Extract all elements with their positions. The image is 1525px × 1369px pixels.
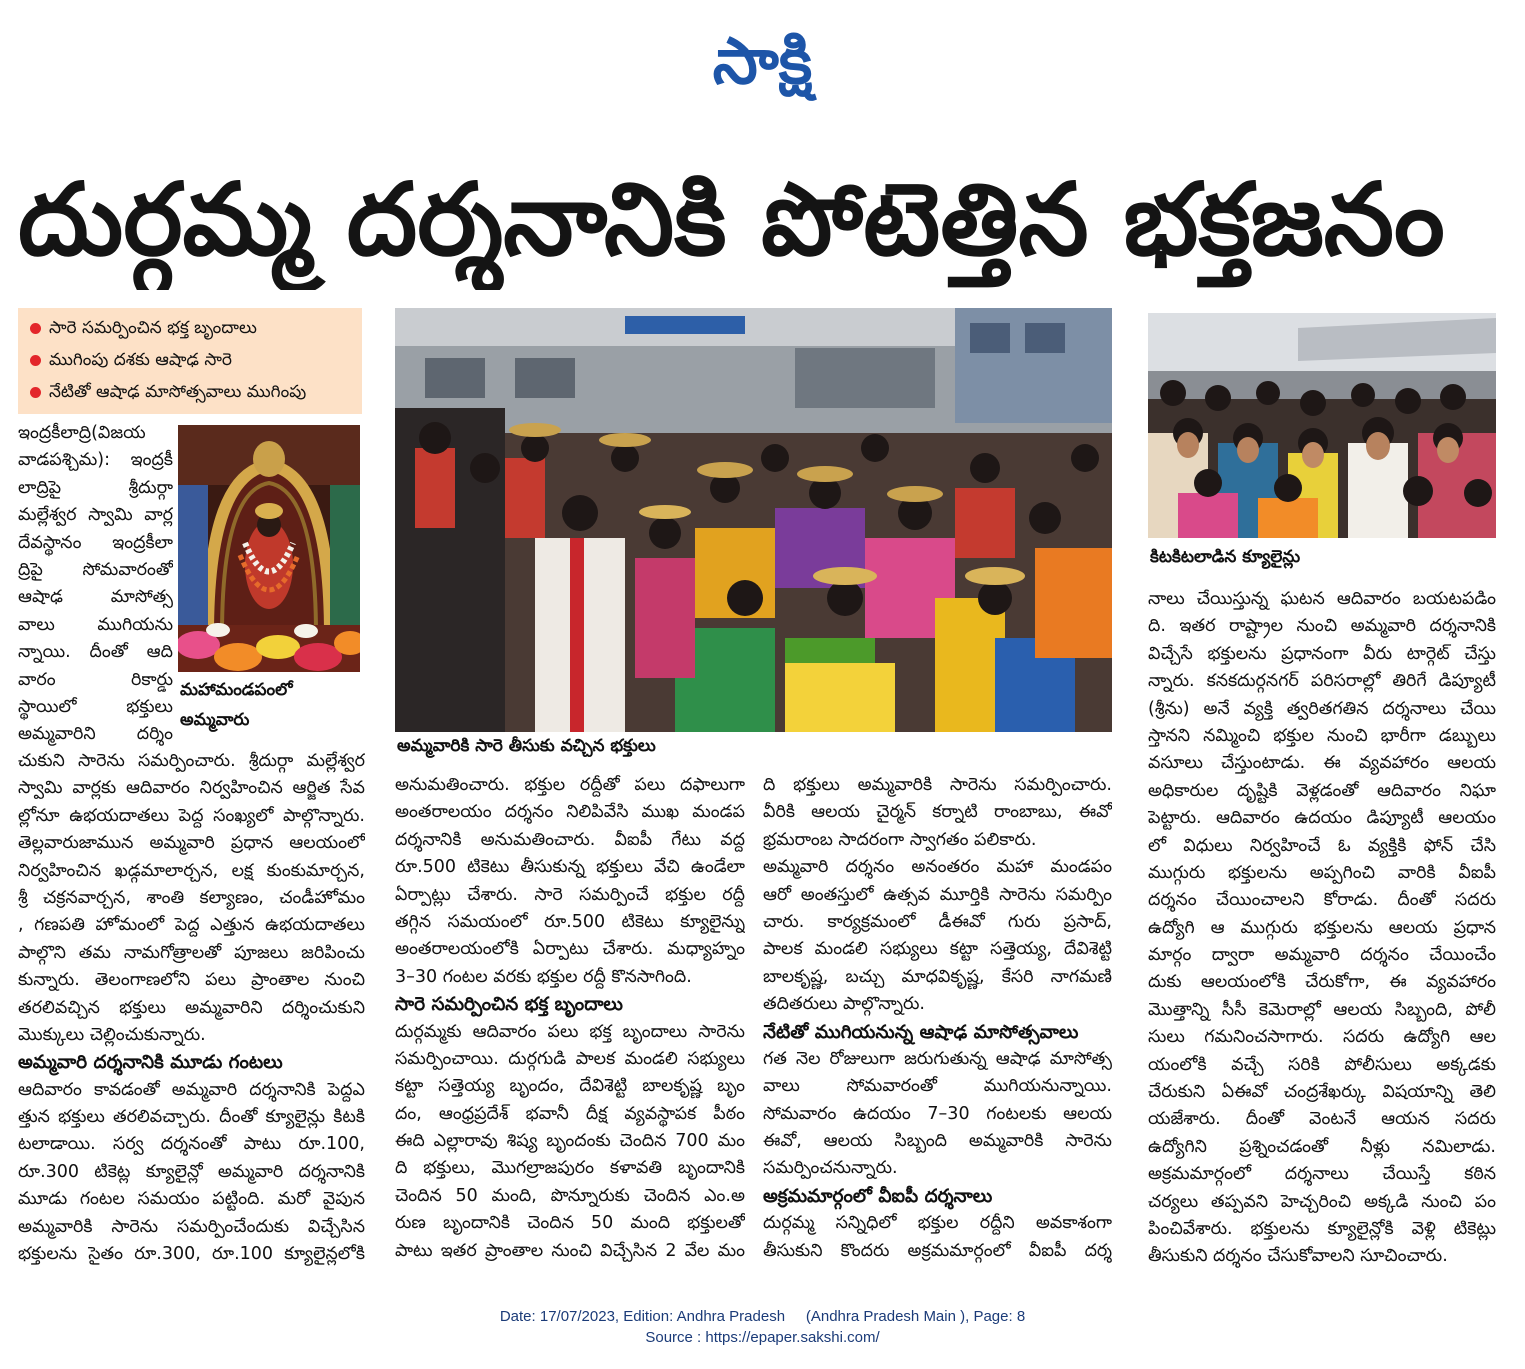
article-column-1-side [18,420,173,749]
article-text-line: ఇంద్రకీలాద్రి(విజయ [18,423,146,443]
article-text-line: టలాడాయి. సర్వ దర్శనంతో పాటు రూ.100, [18,1134,365,1155]
queue-line-photo [1148,313,1496,538]
article-text-line: చేరుకుని ఏఈవో చంద్రశేఖర్కు విషయాన్ని తెలి [1148,1082,1496,1103]
article-text-line: స్థాయిలో భక్తులు [18,696,173,717]
article-text-line: లాద్రిపై శ్రీదుర్గా [18,477,173,498]
article-text-line: చర్యలు తప్పవని హెచ్చరించి అక్కడి నుంచి పం [1148,1191,1496,1212]
subheading: సారె సమర్పించిన భక్త బృందాలు [395,994,623,1016]
article-text-line: వారం రికార్డు [18,669,173,690]
article-text-line: తీసుకుని దర్శనం చేసుకోవాలని సూచించారు. [1148,1246,1448,1267]
article-text-line: సులు గమనించసాగారు. సదరు ఉద్యోగి ఆల [1148,1027,1496,1048]
article-text-line: అమ్మవారికి సారెను సమర్పించేందుకు విచ్చేసిన [18,1216,365,1237]
article-text-line: సోమవారం ఉదయం 7–30 గంటలకు ఆలయ [763,1103,1112,1124]
article-paragraph [395,1019,745,1266]
article-text-line: భక్తులను సైతం రూ.300, రూ.100 క్యూలైన్లలోకి [18,1244,365,1265]
article-text-line: దం, ఆంధ్రప్రదేశ్ భవానీ దీక్ష వ్యవస్థాపక పీఠం [395,1103,745,1124]
headline: దుర్గమ్మ దర్శనానికి పోటెత్తిన భక్తజనం [18,161,1445,278]
article-text-line: తెల్లవారుజామున అమ్మవారి ప్రధాన ఆలయంలో [18,833,365,854]
article-text-line: విచ్చేసే భక్తులను ప్రధానంగా వీరు టార్గెట్ చేస్తు [1148,643,1496,664]
article-text-line: చుకుని సారెను సమర్పించారు. శ్రీదుర్గా మల్లేశ్వర [18,751,365,771]
deity-photo-caption-line: అమ్మవారు [180,710,250,730]
highlight-text: సారె సమర్పించిన భక్త బృందాలు [49,318,257,338]
article-paragraph [763,1046,1112,1183]
article-paragraph [763,1210,1112,1265]
article-column-2 [395,772,745,1265]
article-text-line: అధికారుల దృష్టికి వెళ్లడంతో ఆదివారం నిఘా [1148,780,1496,801]
article-text-line: న్నాయి. దీంతో ఆది [18,642,173,663]
article-text-line: దుర్గమ్మ సన్నిధిలో భక్తుల రద్దీని అవకాశంగా [763,1213,1112,1234]
devotees-crowd-photo [395,308,1112,732]
article-text-line: తదితరులు పాల్గొన్నారు. [763,994,925,1015]
red-bullet-icon [30,387,41,398]
article-paragraph [18,1077,365,1269]
article-text-line: కున్నారు. తెలంగాణలోని పలు ప్రాంతాల నుంచి [18,970,365,991]
article-text-line: పాల్గొని తమ నామగోత్రాలతో పూజలు జరిపించు [18,942,365,963]
article-paragraph [395,772,745,991]
article-text-line: రూ.500 టికెటు తీసుకున్న భక్తులు వేచి ఉండేలా [395,857,745,878]
article-paragraph [763,854,1112,1018]
article-text-line: ఆదివారం కావడంతో అమ్మవారి దర్శనానికి పెద్దఎ [18,1079,365,1100]
article-text-line: ది భక్తులు, మొగల్రాజపురం కళావతి బృందానికి [395,1158,745,1179]
subheading: అమ్మవారి దర్శనానికి మూడు గంటలు [18,1052,283,1074]
article-paragraph [1148,586,1496,1271]
article-text-line: బాలకృష్ణ, బచ్చు మాధవికృష్ణ, కేసరి నాగమణి [763,966,1112,987]
article-text-line: స్వామి వార్లకు ఆదివారం నిర్వహించిన ఆర్జిత సేవ [18,778,365,799]
highlight-item [30,344,362,376]
article-text-line: దర్శనం చేయించాలని కోరాడు. దీంతో సదరు [1148,890,1496,911]
article-column-3 [763,772,1112,1265]
article-text-line: తీసుకుని కొందరు అక్రమమార్గంలో వీఐపీ దర్శ [763,1240,1112,1261]
article-text-line: దేవస్థానం ఇంద్రకీలా [18,532,173,553]
subheading: అక్రమమార్గంలో వీఐపీ దర్శనాలు [763,1185,993,1207]
article-text-line: అంతరాలయం దర్శనం నిలిపివేసి ముఖ మండప [395,802,745,823]
article-text-line: ఏర్పాట్లు చేశారు. సారె సమర్పించే భక్తుల రద్దీ [395,884,745,905]
highlights-box [18,308,362,414]
subheading: నేటితో ముగియనున్న ఆషాఢ మాసోత్సవాలు [763,1021,1079,1043]
article-text-line: మొత్తాన్ని సీసీ కెమెరాల్లో ఆలయ సిబ్బంది, పోలీ [1148,999,1496,1020]
article-text-line: త్తున భక్తులు తరలివచ్చారు. దీంతో క్యూలైన్లు కిటకి [18,1107,365,1128]
article-text-line: మూడు గంటల సమయం పట్టింది. మరో వైపున [18,1189,365,1210]
article-text-line: స్తానని నమ్మించి భక్తుల నుంచి భారీగా డబ్బులు [1148,725,1496,746]
article-text-line: ఉద్యోగిని ప్రశ్నించడంతో నీళ్లు నమిలాడు. [1148,1136,1496,1157]
article-text-line: , గణపతి హోమంలో పెద్ద ఎత్తున ఉభయదాతలు [18,915,365,936]
article-text-line: ఆరో అంతస్తులో ఉత్సవ మూర్తికి సారెను సమర్పిం [763,884,1112,905]
article-text-line: ల్లోనూ ఉభయదాతలు పెద్ద సంఖ్యలో పాల్గొన్నారు. [18,805,365,826]
article-text-line: చారు. కార్యక్రమంలో డీఈవో గురు ప్రసాద్, [763,911,1112,932]
article-text-line: రూ.300 టికెట్ల క్యూలైన్లో అమ్మవారి దర్శనానికి [18,1161,365,1182]
article-text-line: వాడపశ్చిమ): ఇంద్రకీ [18,450,173,471]
article-text-line: ఉద్యోగి ఆ ముగ్గురు భక్తులను ఆలయ ప్రధాన [1148,917,1496,938]
article-text-line: చెందిన 50 మంది, పొన్నూరుకు చెందిన ఎం.అ [395,1185,745,1206]
article-text-line: ఈది ఎల్లారావు శిష్య బృందంకు చెందిన 700 మం [395,1131,745,1152]
article-column-4 [1148,586,1496,1271]
article-text-line: అంతరాలయంలోకి ఏర్పాటు చేశారు. మధ్యాహ్నం [395,939,745,960]
article-paragraph [18,748,365,1049]
edition-info: Date: 17/07/2023, Edition: Andhra Pradesh (Andhra Pradesh Main ), Page: 8 [499,1308,1026,1325]
article-text-line: మొక్కులు చెల్లించుకున్నారు. [18,1024,206,1045]
article-text-line: వాలు సోమవారంతో ముగియనున్నాయి. [763,1076,1112,1097]
article-text-line: సమర్పించాయి. దుర్గగుడి పాలక మండలి సభ్యులు [395,1048,745,1069]
article-text-line: దర్శనానికి అనుమతించారు. వీఐపీ గేటు వద్ద [395,829,745,850]
highlight-text: నేటితో ఆషాఢ మాసోత్సవాలు ముగింపు [49,382,307,402]
queue-photo-caption: కిటకిటలాడిన క్యూలైన్లు [1150,547,1301,567]
article-text-line: మార్గం ద్వారా అమ్మవారి దర్శనం చేయించేం [1148,945,1496,966]
red-bullet-icon [30,323,41,334]
article-text-line: భ్రమరాంబ సాదరంగా స్వాగతం పలికారు. [763,829,1037,850]
article-text-line: నాలు చేయిస్తున్న ఘటన ఆదివారం బయటపడిం [1148,589,1496,609]
source-link[interactable]: Source : https://epaper.sakshi.com/ [645,1329,880,1346]
article-text-line: పెట్టారు. ఆదివారం ఉదయం డిప్యూటీ ఆలయం [1148,808,1496,829]
article-text-line: ద్రిపై సోమవారంతో [18,559,173,580]
article-text-line: ఈవో, ఆలయ సిబ్బంది అమ్మవారికి సారెను [763,1131,1112,1152]
article-text-line: దుర్గమ్మకు ఆదివారం పలు భక్త బృందాలు సారెను [395,1021,745,1042]
highlight-item [30,376,362,408]
article-text-line: యంలోకి వచ్చే సరికి పోలీసులు అక్కడకు [1148,1054,1496,1075]
article-text-line: ముగ్గురు భక్తులను అప్పగించి వారికి వీఐపీ [1148,862,1496,883]
highlight-item [30,312,362,344]
article-text-line: శ్రీ చక్రనవార్చన, శాంతి కల్యాణం, చండీహోమం [18,887,365,908]
article-text-line: ఆషాఢ మాసోత్స [18,587,173,608]
article-text-line: ది భక్తులు అమ్మవారికి సారెను సమర్పించారు. [763,775,1112,795]
article-text-line: అమ్మవారిని దర్శిం [18,724,173,745]
article-text-line: (శ్రీను) అనే వ్యక్తి త్వరితగతిన దర్శనాలు చేయి [1148,698,1496,719]
article-text-line: న్నారు. కనకదుర్గనగర్ పరిసరాల్లో తిరిగే డిప్యూటీ [1148,671,1496,692]
red-bullet-icon [30,355,41,366]
article-text-line: సమర్పించనున్నారు. [763,1158,898,1179]
article-text-line: వీరికి ఆలయ చైర్మన్ కర్నాటి రాంబాబు, ఈవో [763,802,1112,823]
article-text-line: పించివేశారు. భక్తులను క్యూలైన్లోకి వెళ్లి టికెట్లు [1148,1218,1496,1239]
highlight-text: ముగింపు దశకు ఆషాఢ సారె [49,350,232,370]
article-text-line: లో విధులు నిర్వహించే ఓ వ్యక్తికి ఫోన్ చేసి [1148,835,1496,856]
article-text-line: మల్లేశ్వర స్వామి వార్ల [18,505,173,526]
article-text-line: ది. ఇతర రాష్ట్రాల నుంచి అమ్మవారి దర్శనానికి [1148,616,1496,637]
article-text-line: పాటు ఇతర ప్రాంతాల నుంచి విచ్చేసిన 2 వేల మం [395,1240,745,1261]
article-text-line: అక్రమమార్గంలో దర్శనాలు చేయిస్తే కఠిన [1148,1164,1496,1185]
article-text-line: రుణ బృందానికి చెందిన 50 మంది భక్తులతో [395,1213,745,1234]
article-text-line: దుకు ఆలయంలోకి చేరుకోగా, ఈ వ్యవహారం [1148,972,1496,993]
deity-photo-caption-line: మహామండపంలో [180,680,293,700]
deity-photo [178,425,360,672]
sakshi-logo: సాక్షి [712,25,813,99]
article-text-line: నిర్వహించిన ఖడ్గమాలార్చన, లక్ష కుంకుమార్చన, [18,860,365,881]
article-text-line: కట్టా సత్తెయ్య బృందం, దేవిశెట్టి బాలకృష్ణ బృం [395,1076,745,1097]
article-text-line: తరలివచ్చిన భక్తులు అమ్మవారిని దర్శించుకుని [18,997,365,1018]
article-column-1 [18,748,365,1268]
article-text-line: గత నెల రోజులుగా జరుగుతున్న ఆషాఢ మాసోత్స [763,1048,1112,1069]
article-text-line: తగ్గిన సమయంలో రూ.500 టికెటు క్యూలైన్ను [395,911,745,932]
article-text-line: పాలక మండలి సభ్యులు కట్టా సత్తెయ్య, దేవిశెట్టి [763,939,1112,960]
crowd-photo-caption: అమ్మవారికి సారె తీసుకు వచ్చిన భక్తులు [397,736,656,756]
article-text-line: అమ్మవారి దర్శనం అనంతరం మహా మండపం [763,857,1112,878]
article-text-line: వాలు ముగియను [18,614,173,635]
article-text-line: వసూలు చేస్తుంటాడు. ఈ వ్యవహారం ఆలయ [1148,753,1496,774]
article-paragraph [763,772,1112,854]
article-text-line: యజేశారు. దీంతో వెంటనే ఆయన సదరు [1148,1109,1496,1130]
article-text-line: అనుమతించారు. భక్తుల రద్దీతో పలు దఫాలుగా [395,775,745,795]
article-paragraph [18,420,173,749]
article-text-line: 3–30 గంటల వరకు భక్తుల రద్దీ కొనసాగింది. [395,966,692,987]
